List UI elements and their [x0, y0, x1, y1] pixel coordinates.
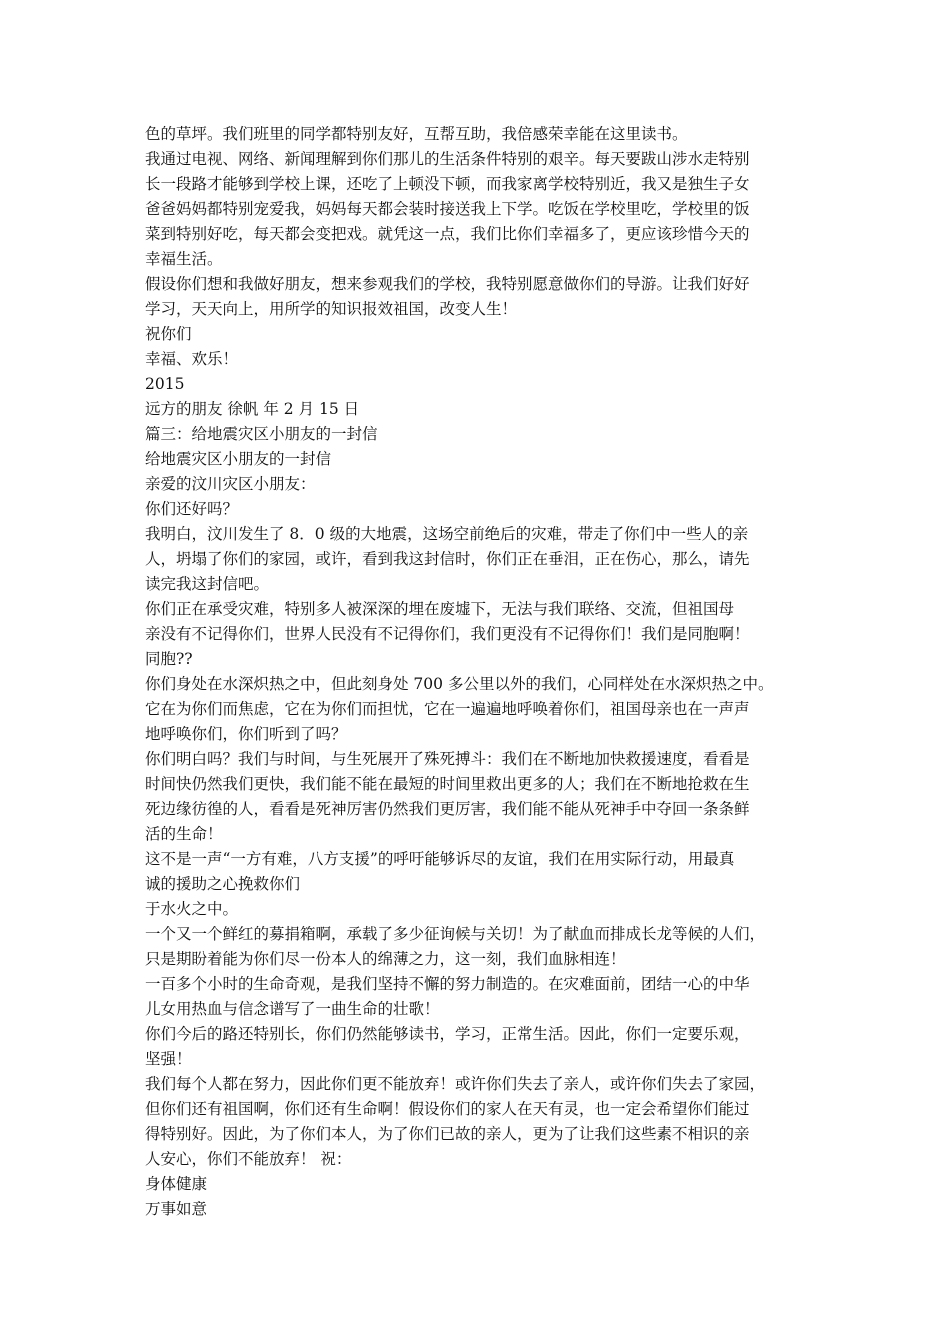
text-line: 一个又一个鲜红的募捐箱啊，承载了多少征询候与关切！为了献血而排成长龙等候的人们， — [145, 925, 766, 943]
text-line: 地呼唤你们，你们听到了吗？ — [145, 725, 347, 743]
text-line: 菜到特别好吃，每天都会变把戏。就凭这一点，我们比你们幸福多了，更应该珍惜今天的 — [145, 225, 750, 243]
text-line: 远方的朋友 徐帆 年 2 月 15 日 — [145, 400, 360, 418]
text-line: 亲没有不记得你们，世界人民没有不记得你们，我们更没有不记得你们！我们是同胞啊！ — [145, 625, 750, 643]
text-line: 色的草坪。我们班里的同学都特别友好，互帮互助，我倍感荣幸能在这里读书。 — [145, 125, 688, 143]
text-line: 祝你们 — [145, 325, 192, 343]
text-line: 活的生命！ — [145, 825, 223, 843]
closing-line: 身体健康 — [145, 1175, 208, 1193]
text-line: 我们每个人都在努力，因此你们更不能放弃！或许你们失去了亲人，或许你们失去了家园， — [145, 1075, 766, 1093]
text-line: 但你们还有祖国啊，你们还有生命啊！假设你们的家人在天有灵，也一定会希望你们能过 — [145, 1100, 750, 1118]
text-line: 我明白，汶川发生了 8．0 级的大地震，这场空前绝后的灾难，带走了你们中一些人的亲 — [145, 525, 749, 543]
text-line: 你们今后的路还特别长，你们仍然能够读书，学习，正常生活。因此，你们一定要乐观， — [145, 1025, 750, 1043]
text-line: 同胞?? — [145, 650, 193, 668]
document-body — [145, 122, 825, 1222]
text-line: 死边缘彷徨的人，看看是死神厉害仍然我们更厉害，我们能不能从死神手中夺回一条条鲜 — [145, 800, 750, 818]
letter-title: 给地震灾区小朋友的一封信 — [145, 450, 332, 468]
text-line: 这不是一声“一方有难，八方支援”的呼吁能够诉尽的友谊，我们在用实际行动，用最真 — [145, 850, 735, 868]
text-line: 得特别好。因此，为了你们本人，为了你们已故的亲人，更为了让我们这些素不相识的亲 — [145, 1125, 750, 1143]
text-line: 一百多个小时的生命奇观，是我们坚持不懈的努力制造的。在灾难面前，团结一心的中华 — [145, 975, 750, 993]
section-heading: 篇三：给地震灾区小朋友的一封信 — [145, 425, 378, 443]
text-line: 爸爸妈妈都特别宠爱我，妈妈每天都会装时接送我上下学。吃饭在学校里吃，学校里的饭 — [145, 200, 750, 218]
text-line: 读完我这封信吧。 — [145, 575, 270, 593]
text-line: 你们身处在水深炽热之中，但此刻身处 700 多公里以外的我们，心同样处在水深炽热之中。 — [145, 675, 774, 693]
text-line: 学习，天天向上，用所学的知识报效祖国，改变人生！ — [145, 300, 518, 318]
text-line: 诚的援助之心挽救你们 — [145, 875, 301, 893]
text-line: 长一段路才能够到学校上课，还吃了上顿没下顿，而我家离学校特别近，我又是独生子女 — [145, 175, 750, 193]
text-line: 时间快仍然我们更快，我们能不能在最短的时间里救出更多的人；我们在不断地抢救在生 — [145, 775, 750, 793]
text-line: 人安心，你们不能放弃！ 祝： — [145, 1150, 352, 1168]
text-line: 假设你们想和我做好朋友，想来参观我们的学校，我特别愿意做你们的导游。让我们好好 — [145, 275, 750, 293]
text-line: 坚强！ — [145, 1050, 192, 1068]
text-line: 于水火之中。 — [145, 900, 239, 918]
text-line: 你们还好吗？ — [145, 500, 239, 518]
text-line: 儿女用热血与信念谱写了一曲生命的壮歌！ — [145, 1000, 440, 1018]
text-line: 2015 — [145, 375, 185, 393]
text-line: 它在为你们而焦虑，它在为你们而担忧，它在一遍遍地呼唤着你们，祖国母亲也在一声声 — [145, 700, 750, 718]
text-line: 我通过电视、网络、新闻理解到你们那儿的生活条件特别的艰辛。每天要跋山涉水走特别 — [145, 150, 750, 168]
closing-line: 万事如意 — [145, 1200, 208, 1218]
letter-salutation: 亲爱的汶川灾区小朋友： — [145, 475, 316, 493]
text-line: 幸福生活。 — [145, 250, 223, 268]
text-line: 你们正在承受灾难，特别多人被深深的埋在废墟下，无法与我们联络、交流，但祖国母 — [145, 600, 735, 618]
text-line: 幸福、欢乐！ — [145, 350, 239, 368]
text-line: 只是期盼着能为你们尽一份本人的绵薄之力，这一刻，我们血脉相连！ — [145, 950, 626, 968]
text-line: 人，坍塌了你们的家园，或许，看到我这封信时，你们正在垂泪，正在伤心，那么，请先 — [145, 550, 750, 568]
text-line: 你们明白吗？我们与时间，与生死展开了殊死搏斗：我们在不断地加快救援速度，看看是 — [145, 750, 750, 768]
